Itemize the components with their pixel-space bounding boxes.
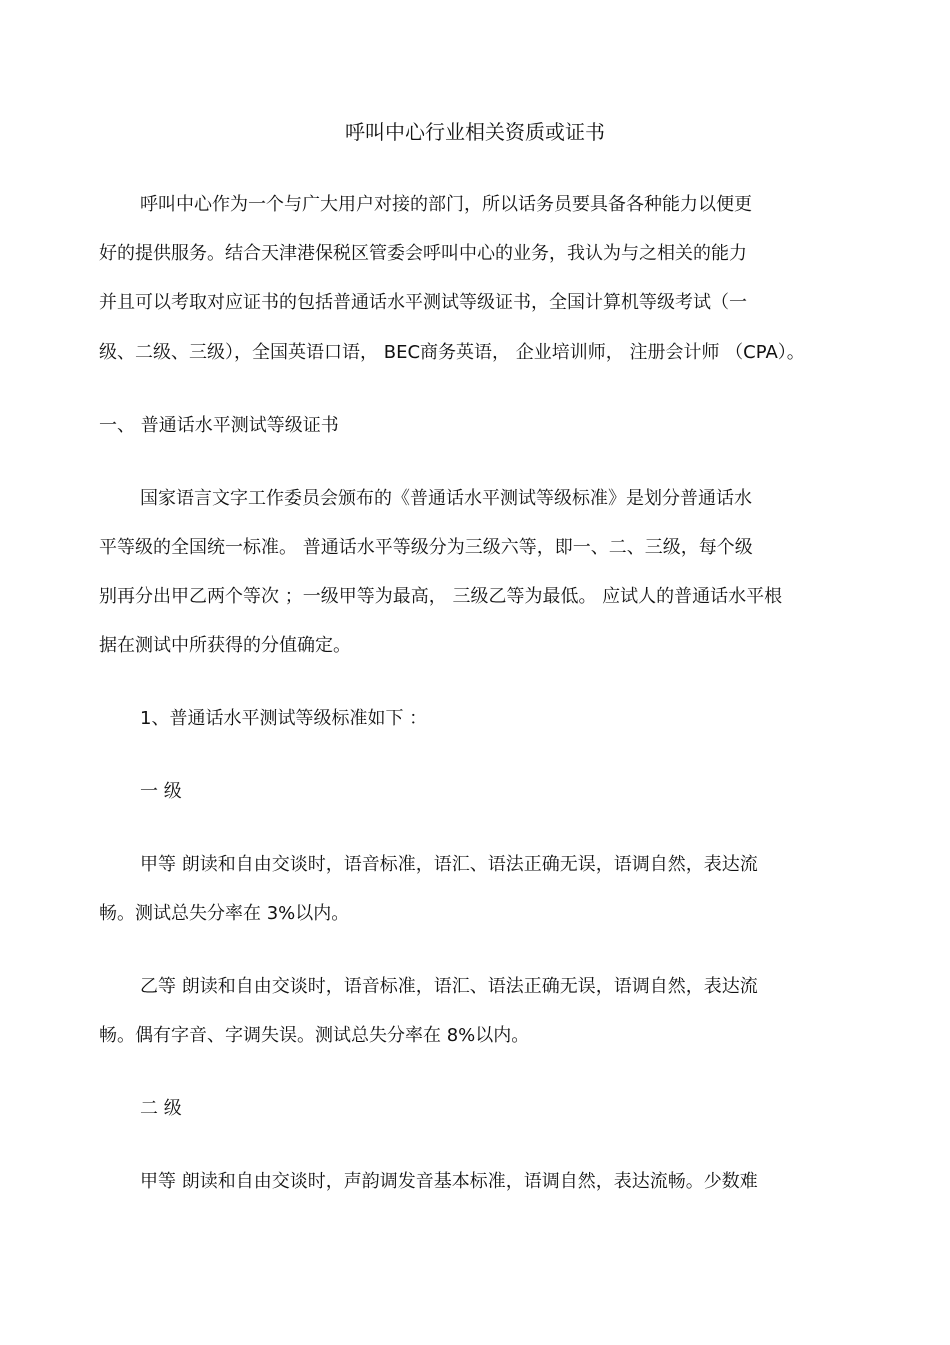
intro-line-1: 呼叫中心作为一个与广大用户对接的部门，所以话务员要具备各种能力以便更: [140, 194, 752, 215]
intro-line-3: 并且可以考取对应证书的包括普通话水平测试等级证书，全国计算机等级考试（一: [99, 292, 747, 313]
document-title: 呼叫中心行业相关资质或证书: [345, 120, 605, 144]
intro-line-2: 好的提供服务。结合天津港保税区管委会呼叫中心的业务，我认为与之相关的能力: [99, 243, 747, 264]
level-1-jia-line-1: 甲等 朗读和自由交谈时，语音标准，语汇、语法正确无误，语调自然，表达流: [140, 854, 758, 875]
section-1-line-2: 平等级的全国统一标准。 普通话水平等级分为三级六等，即一、二、三级，每个级: [99, 537, 753, 558]
level-1-yi-line-1: 乙等 朗读和自由交谈时，语音标准，语汇、语法正确无误，语调自然，表达流: [140, 976, 758, 997]
level-1-jia-line-2: 畅。测试总失分率在 3%以内。: [99, 903, 350, 924]
section-1-line-4: 据在测试中所获得的分值确定。: [99, 635, 351, 656]
section-1-line-3: 别再分出甲乙两个等次 ；一级甲等为最高， 三级乙等为最低。 应试人的普通话水平根: [99, 586, 783, 607]
intro-line-4: 级、二级、三级），全国英语口语， BEC商务英语， 企业培训师， 注册会计师 （CPA）。: [99, 342, 805, 363]
standard-heading: 1、普通话水平测试等级标准如下 ：: [140, 708, 428, 729]
section-1-line-1: 国家语言文字工作委员会颁布的《普通话水平测试等级标准》是划分普通话水: [140, 488, 752, 509]
level-2-heading: 二 级: [140, 1098, 182, 1119]
section-1-heading: 一、 普通话水平测试等级证书: [99, 415, 339, 436]
level-2-jia-line-1: 甲等 朗读和自由交谈时，声韵调发音基本标准，语调自然，表达流畅。少数难: [140, 1171, 758, 1192]
level-1-heading: 一 级: [140, 781, 182, 802]
level-1-yi-line-2: 畅。偶有字音、字调失误。测试总失分率在 8%以内。: [99, 1025, 530, 1046]
